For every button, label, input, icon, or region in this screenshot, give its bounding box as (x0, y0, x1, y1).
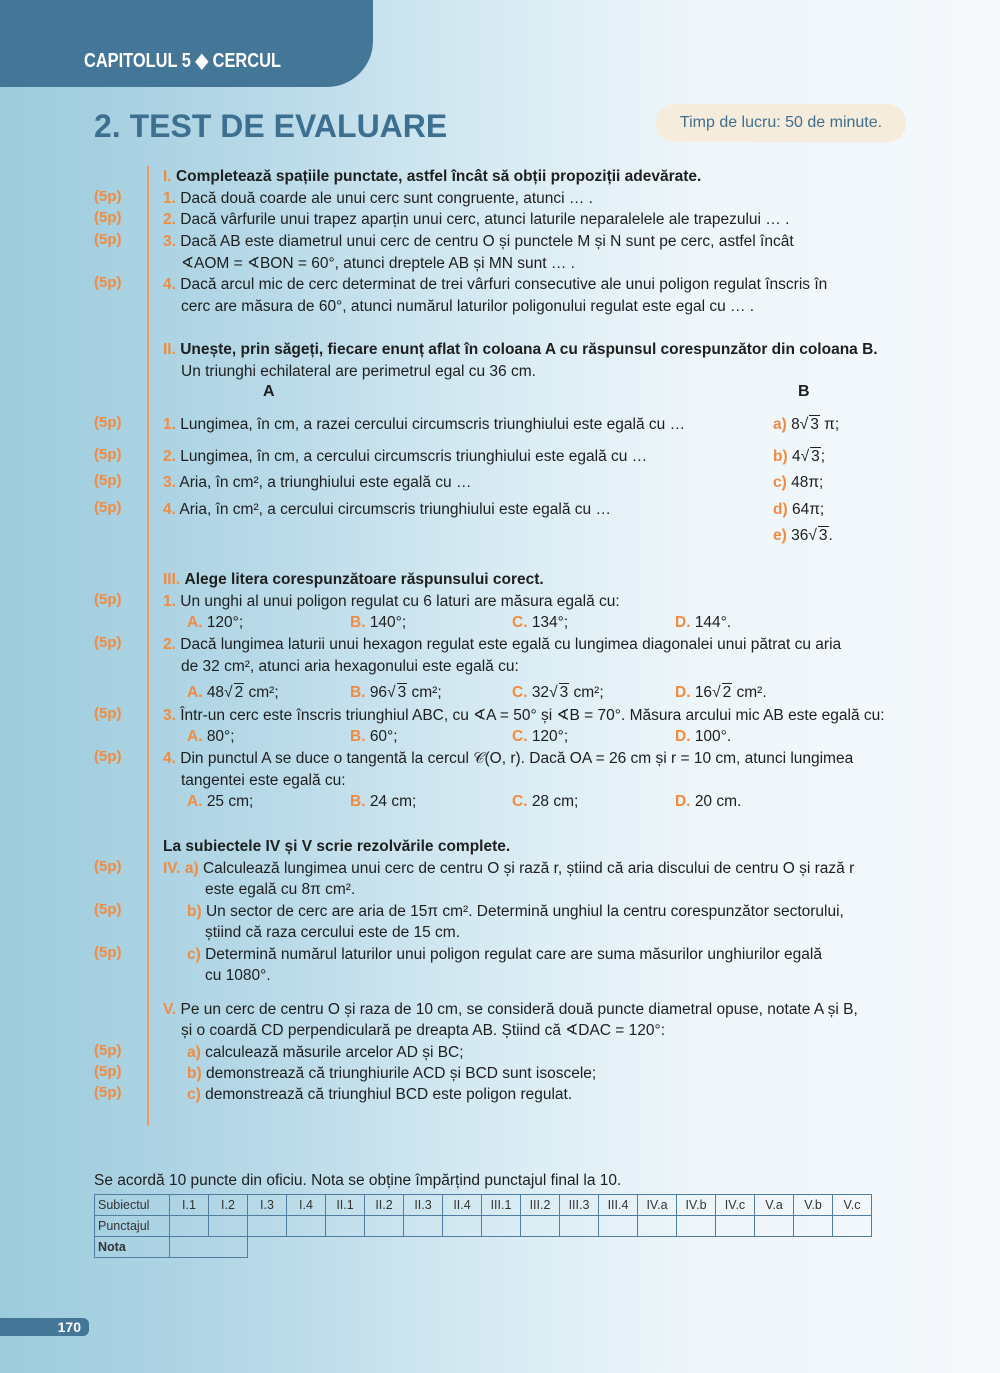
subject-col-header: IV.a (638, 1195, 677, 1216)
option-c[interactable]: C. 32√ 3 cm²; (512, 684, 604, 701)
section-5-statement-line2: și o coardă CD perpendiculară pe dreapta AB. Știind că ∢DAC = 120°: (181, 1022, 666, 1039)
option-d[interactable]: D. 20 cm. (675, 793, 742, 810)
option-d[interactable]: D. 100°. (675, 728, 732, 745)
score-cell[interactable] (638, 1216, 677, 1237)
s5-item-a: a) calculează măsurile arcelor AD și BC; (187, 1044, 464, 1061)
points-badge: (5p) (94, 1084, 122, 1101)
answer-c: c) 48π; (773, 474, 824, 491)
score-cell[interactable] (716, 1216, 755, 1237)
score-cell[interactable] (599, 1216, 638, 1237)
subject-col-header: V.c (833, 1195, 872, 1216)
subject-col-header: V.b (794, 1195, 833, 1216)
section-3-title: III. Alege litera corespunzătoare răspunsului corect. (163, 571, 544, 588)
subject-col-header: II.1 (326, 1195, 365, 1216)
subject-col-header: II.2 (365, 1195, 404, 1216)
option-b[interactable]: B. 24 cm; (350, 793, 417, 810)
score-cell[interactable] (404, 1216, 443, 1237)
nota-cell[interactable] (170, 1237, 248, 1258)
s3-item-3: 3. Într-un cerc este înscris triunghiul ABC, cu ∢A = 50° și ∢B = 70°. Măsura arcului mic AB este egală cu: (163, 707, 885, 724)
subject-col-header: II.4 (443, 1195, 482, 1216)
score-cell[interactable] (326, 1216, 365, 1237)
option-d[interactable]: D. 144°. (675, 614, 732, 631)
option-c[interactable]: C. 120°; (512, 728, 569, 745)
option-d[interactable]: D. 16√ 2 cm². (675, 684, 767, 701)
grading-note: Se acordă 10 puncte din oficiu. Nota se obține împărțind punctajul final la 10. (94, 1172, 622, 1189)
subject-col-header: III.4 (599, 1195, 638, 1216)
points-badge: (5p) (94, 414, 122, 431)
score-cell[interactable] (287, 1216, 326, 1237)
s2-item-1: 1. Lungimea, în cm, a razei cercului circumscris triunghiului este egală cu … (163, 416, 686, 433)
option-a[interactable]: A. 25 cm; (187, 793, 254, 810)
points-badge: (5p) (94, 231, 122, 248)
subject-col-header: I.4 (287, 1195, 326, 1216)
s4-item-b-line2: știind că raza cercului este de 15 cm. (205, 924, 461, 941)
section-1-title: I. Completează spațiile punctate, astfel încât să obții propoziții adevărate. (163, 168, 702, 185)
s2-item-3: 3. Aria, în cm², a triunghiului este egală cu … (163, 474, 472, 491)
s5-item-c: c) demonstrează că triunghiul BCD este poligon regulat. (187, 1086, 573, 1103)
subject-col-header: I.3 (248, 1195, 287, 1216)
points-badge: (5p) (94, 209, 122, 226)
s3-item-4: 4. Din punctul A se duce o tangentă la cercul 𝒞(O, r). Dacă OA = 26 cm și r = 10 cm, atunci lungimea (163, 750, 854, 767)
section-2-intro: Un triunghi echilateral are perimetrul egal cu 36 cm. (181, 363, 536, 380)
s1-item-4: 4. Dacă arcul mic de cerc determinat de trei vârfuri consecutive ale unui poligon regulat înscris în (163, 276, 828, 293)
answer-b: b) 4√ 3; (773, 448, 826, 465)
row-label-nota: Nota (95, 1237, 170, 1258)
subject-col-header: III.2 (521, 1195, 560, 1216)
s5-item-b: b) demonstrează că triunghiurile ACD și BCD sunt isoscele; (187, 1065, 597, 1082)
score-cell[interactable] (209, 1216, 248, 1237)
s4-item-c: c) Determină numărul laturilor unui poligon regulat care are suma măsurilor unghiurilor egală (187, 946, 822, 963)
points-badge: (5p) (94, 274, 122, 291)
answer-a: a) 8√ 3 π; (773, 416, 840, 433)
points-badge: (5p) (94, 499, 122, 516)
subject-col-header: II.3 (404, 1195, 443, 1216)
points-badge: (5p) (94, 188, 122, 205)
score-cell[interactable] (833, 1216, 872, 1237)
points-badge: (5p) (94, 944, 122, 961)
score-cell[interactable] (677, 1216, 716, 1237)
s4-item-b: b) Un sector de cerc are aria de 15π cm². Determină unghiul la centru corespunzător sectorului, (187, 903, 844, 920)
s3-item-2: 2. Dacă lungimea laturii unui hexagon regulat este egală cu lungimea diagonalei unui pătrat cu aria (163, 636, 842, 653)
page-title: 2. TEST DE EVALUARE (94, 108, 448, 144)
score-cell[interactable] (482, 1216, 521, 1237)
s3-item-1: 1. Un unghi al unui poligon regulat cu 6 laturi are măsura egală cu: (163, 593, 620, 610)
s4-item-a: IV. a) Calculează lungimea unui cerc de centru O și rază r, știind că aria discului de centru O și rază r (163, 860, 855, 877)
column-a-header: A (263, 383, 275, 400)
option-b[interactable]: B. 60°; (350, 728, 398, 745)
column-b-header: B (798, 383, 810, 400)
score-cell[interactable] (365, 1216, 404, 1237)
section-5-statement: V. Pe un cerc de centru O și raza de 10 cm, se consideră două puncte diametral opuse, notate A și B, (163, 1001, 858, 1018)
subject-col-header: III.1 (482, 1195, 521, 1216)
s1-item-3-line2: ∢AOM = ∢BON = 60°, atunci dreptele AB și MN sunt … . (181, 255, 575, 272)
points-badge: (5p) (94, 1063, 122, 1080)
section-2-title: II. Unește, prin săgeți, fiecare enunț aflat în coloana A cu răspunsul corespunzător din coloana B. (163, 341, 878, 358)
chapter-title: CAPITOLUL 5 ◆ CERCUL (84, 50, 281, 72)
points-badge: (5p) (94, 858, 122, 875)
section-4-5-intro: La subiectele IV și V scrie rezolvările complete. (163, 838, 511, 855)
score-cell[interactable] (560, 1216, 599, 1237)
row-label-punctajul: Punctajul (95, 1216, 170, 1237)
option-b[interactable]: B. 140°; (350, 614, 407, 631)
time-badge: Timp de lucru: 50 de minute. (656, 104, 906, 142)
score-cell[interactable] (170, 1216, 209, 1237)
score-cell[interactable] (443, 1216, 482, 1237)
answer-d: d) 64π; (773, 501, 825, 518)
points-badge: (5p) (94, 591, 122, 608)
subject-col-header: I.2 (209, 1195, 248, 1216)
s4-item-a-line2: este egală cu 8π cm². (205, 881, 356, 898)
s2-item-4: 4. Aria, în cm², a cercului circumscris triunghiului este egală cu … (163, 501, 611, 518)
points-badge: (5p) (94, 901, 122, 918)
subject-col-header: IV.c (716, 1195, 755, 1216)
s3-item-4-line2: tangentei este egală cu: (181, 772, 346, 789)
option-a[interactable]: A. 120°; (187, 614, 244, 631)
s1-item-1: 1. Dacă două coarde ale unui cerc sunt congruente, atunci … . (163, 190, 593, 207)
s1-item-4-line2: cerc are măsura de 60°, atunci numărul laturilor poligonului regulat este egal cu … . (181, 298, 755, 315)
s1-item-2: 2. Dacă vârfurile unui trapez aparțin unui cerc, atunci laturile neparalelele ale trapezului … . (163, 211, 790, 228)
points-badge: (5p) (94, 1042, 122, 1059)
score-cell[interactable] (521, 1216, 560, 1237)
s3-item-2-line2: de 32 cm², atunci aria hexagonului este egală cu: (181, 658, 519, 675)
row-label-subiectul: Subiectul (95, 1195, 170, 1216)
page-number: 170 (0, 1318, 89, 1336)
subject-col-header: I.1 (170, 1195, 209, 1216)
score-table (94, 1194, 872, 1258)
score-cell[interactable] (248, 1216, 287, 1237)
points-badge: (5p) (94, 446, 122, 463)
margin-divider (147, 166, 149, 1126)
subject-col-header: V.a (755, 1195, 794, 1216)
points-badge: (5p) (94, 472, 122, 489)
score-cell[interactable] (794, 1216, 833, 1237)
option-c[interactable]: C. 28 cm; (512, 793, 579, 810)
points-badge: (5p) (94, 705, 122, 722)
chapter-banner (0, 0, 373, 87)
subject-col-header: III.3 (560, 1195, 599, 1216)
subject-col-header: IV.b (677, 1195, 716, 1216)
points-badge: (5p) (94, 634, 122, 651)
points-badge: (5p) (94, 748, 122, 765)
s1-item-3: 3. Dacă AB este diametrul unui cerc de centru O și punctele M și N sunt pe cerc, astfel încât (163, 233, 794, 250)
option-a[interactable]: A. 80°; (187, 728, 235, 745)
option-a[interactable]: A. 48√ 2 cm²; (187, 684, 279, 701)
answer-e: e) 36√ 3. (773, 527, 833, 544)
s2-item-2: 2. Lungimea, în cm, a cercului circumscris triunghiului este egală cu … (163, 448, 648, 465)
score-cell[interactable] (755, 1216, 794, 1237)
option-b[interactable]: B. 96√ 3 cm²; (350, 684, 442, 701)
option-c[interactable]: C. 134°; (512, 614, 569, 631)
s4-item-c-line2: cu 1080°. (205, 967, 271, 984)
